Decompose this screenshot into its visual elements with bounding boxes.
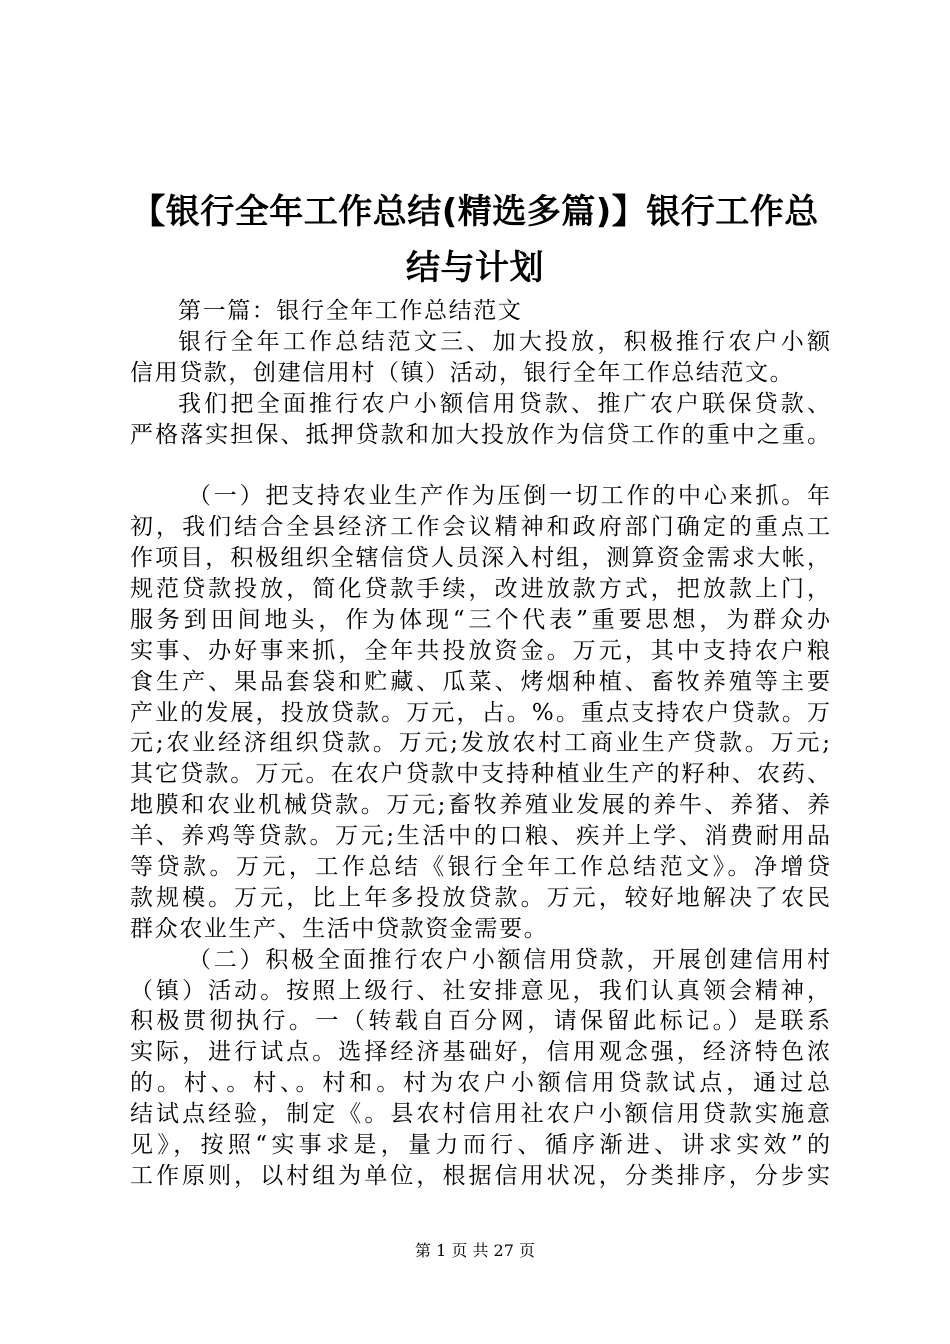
paragraph-line: （二）积极全面推行农户小额信用贷款，开展创建信用村 <box>188 946 830 973</box>
paragraph-line: 元;农业经济组织贷款。万元;发放农村工商业生产贷款。万元; <box>130 730 830 757</box>
paragraph-line: 初，我们结合全县经济工作会议精神和政府部门确定的重点工 <box>130 514 830 541</box>
paragraph-line: 服务到田间地头，作为体现“三个代表”重要思想，为群众办 <box>130 606 830 633</box>
paragraph-line: （镇）活动。按照上级行、社安排意见，我们认真领会精神， <box>130 977 830 1004</box>
paragraph-line: 结试点经验，制定《。县农村信用社农户小额信用贷款实施意 <box>130 1101 830 1128</box>
paragraph-line: 的。村、。村、。村和。村为农户小额信用贷款试点，通过总 <box>130 1070 830 1097</box>
paragraph-spacer <box>130 450 830 481</box>
paragraph-line: 羊、养鸡等贷款。万元;生活中的口粮、疾并上学、消费耐用品 <box>130 823 830 850</box>
paragraph-line: 银行全年工作总结范文三、加大投放，积极推行农户小额 <box>178 328 830 355</box>
paragraph-line: 等贷款。万元，工作总结《银行全年工作总结范文》。净增贷 <box>130 854 830 881</box>
paragraph-line: （一）把支持农业生产作为压倒一切工作的中心来抓。年 <box>188 483 830 510</box>
paragraph-line: 严格落实担保、抵押贷款和加大投放作为信贷工作的重中之重。 <box>130 421 830 448</box>
document-title-line-1: 【银行全年工作总结(精选多篇)】银行工作总 <box>131 192 819 232</box>
paragraph-line: 其它贷款。万元。在农户贷款中支持种植业生产的籽种、农药、 <box>130 761 830 788</box>
paragraph-line: 规范贷款投放，简化贷款手续，改进放款方式，把放款上门， <box>130 576 830 603</box>
paragraph-line: 实际，进行试点。选择经济基础好，信用观念强，经济特色浓 <box>130 1039 830 1066</box>
paragraph-line: 我们把全面推行农户小额信用贷款、推广农户联保贷款、 <box>178 390 830 417</box>
paragraph-line: 食生产、果品套袋和贮藏、瓜菜、烤烟种植、畜牧养殖等主要 <box>130 668 830 695</box>
paragraph-line: 信用贷款，创建信用村（镇）活动，银行全年工作总结范文。 <box>130 359 795 386</box>
paragraph-line: 产业的发展，投放贷款。万元，占。%。重点支持农户贷款。万 <box>130 699 830 726</box>
paragraph-line: 见》，按照“实事求是，量力而行、循序渐进、讲求实效”的 <box>130 1132 830 1159</box>
page-number-footer: 第 1 页 共 27 页 <box>415 1241 535 1260</box>
paragraph-line: 积极贯彻执行。一（转载自百分网，请保留此标记。）是联系 <box>130 1008 830 1035</box>
section-heading: 第一篇：银行全年工作总结范文 <box>178 298 523 324</box>
paragraph-line: 款规模。万元，比上年多投放贷款。万元，较好地解决了农民 <box>130 884 830 911</box>
document-body <box>130 296 830 1192</box>
paragraph-line: 群众农业生产、生活中贷款资金需要。 <box>130 915 549 942</box>
paragraph-line: 实事、办好事来抓，全年共投放资金。万元，其中支持农户粮 <box>130 637 830 664</box>
paragraph-line: 作项目，积极组织全辖信贷人员深入村组，测算资金需求大帐， <box>130 545 830 572</box>
paragraph-line: 地膜和农业机械贷款。万元;畜牧养殖业发展的养牛、养猪、养 <box>130 792 830 819</box>
paragraph-line: 工作原则，以村组为单位，根据信用状况，分类排序，分步实 <box>130 1162 830 1189</box>
document-title-line-2: 结与计划 <box>406 248 544 288</box>
